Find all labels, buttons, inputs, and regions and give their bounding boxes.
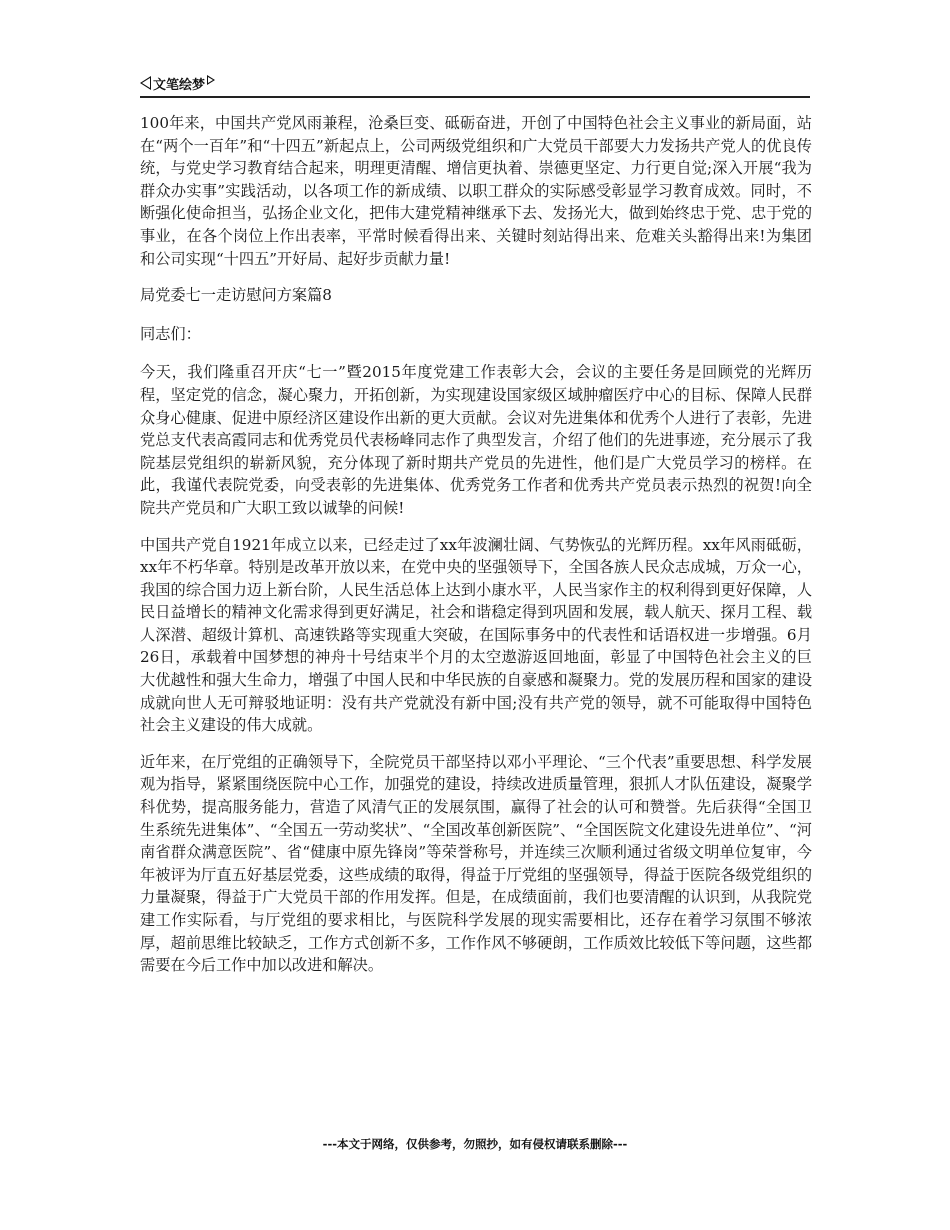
salutation: 同志们：	[140, 324, 201, 343]
paragraph-meeting: 今天，我们隆重召开庆“七一”暨2015年度党建工作表彰大会，会议的主要任务是回顾党的光辉历程，坚定党的信念，凝心聚力，开拓创新，为实现建设国家级区域肿瘤医疗中心的目标、保障人民群众身心健康、促进中原经济区建设作出新的更大贡献。会议对先进集体和优秀个人进行了表彰，先进党总支代表高霞同志和优秀党员代表杨峰同志作了典型发言，介绍了他们的先进事迹，充分展示了我院基层党组织的崭新风貌，充分体现了新时期共产党员的先进性，他们是广大党员学习的榜样。在此，我谨代表院党委，向受表彰的先进集体、优秀党务工作者和优秀共产党员表示热烈的祝贺!向全院共产党员和广大职工致以诚挚的问候!	[140, 363, 812, 517]
paragraph-history: 中国共产党自1921年成立以来，已经走过了xx年波澜壮阔、气势恢弘的光辉历程。xx年风雨砥砺，xx年不朽华章。特别是改革开放以来，在党中央的坚强领导下，全国各族人民众志成城，万众一心，我国的综合国力迈上新台阶，人民生活总体上达到小康水平，人民当家作主的权利得到更好保障，人民日益增长的精神文化需求得到更好满足，社会和谐稳定得到巩固和发展，载人航天、探月工程、载人深潜、超级计算机、高速铁路等实现重大突破，在国际事务中的代表性和话语权进一步增强。6月26日，承载着中国梦想的神舟十号结束半个月的太空遨游返回地面，彰显了中国特色社会主义的巨大优越性和强大生命力，增强了中国人民和中华民族的自豪感和凝聚力。党的发展历程和国家的建设成就向世人无可辩驳地证明：没有共产党就没有新中国;没有共产党的领导，就不可能取得中国特色社会主义建设的伟大成就。	[140, 535, 812, 735]
brand-name: 文笔绘梦	[153, 77, 206, 93]
section-title: 局党委七一走访慰问方案篇8	[140, 286, 332, 305]
document-body	[140, 112, 812, 991]
footer-disclaimer: ---本文于网络，仅供参考，勿照抄，如有侵权请联系删除---	[322, 1137, 628, 1151]
paragraph-intro: 100年来，中国共产党风雨兼程，沧桑巨变、砥砺奋进，开创了中国特色社会主义事业的新局面，站在“两个一百年”和“十四五”新起点上，公司两级党组织和广大党员干部要大力发扬共产党人的优良传统，与党史学习教育结合起来，明理更清醒、增信更执着、崇德更坚定、力行更自觉;深入开展“我为群众办实事”实践活动，以各项工作的新成绩、以职工群众的实际感受彰显学习教育成效。同时，不断强化使命担当，弘扬企业文化，把伟大建党精神继承下去、发扬光大，做到始终忠于党、忠于党的事业，在各个岗位上作出表率，平常时候看得出来、关键时刻站得出来、危难关头豁得出来!为集团和公司实现“十四五”开好局、起好步贡献力量!	[140, 114, 812, 268]
page-header	[140, 72, 810, 98]
paragraph-achievements: 近年来，在厅党组的正确领导下，全院党员干部坚持以邓小平理论、“三个代表”重要思想、科学发展观为指导，紧紧围绕医院中心工作，加强党的建设，持续改进质量管理，狠抓人才队伍建设，凝聚学科优势，提高服务能力，营造了风清气正的发展氛围，赢得了社会的认可和赞誉。先后获得“全国卫生系统先进集体”、“全国五一劳动奖状”、“全国改革创新医院”、“全国医院文化建设先进单位”、“河南省群众满意医院”、省“健康中原先锋岗”等荣誉称号，并连续三次顺利通过省级文明单位复审，今年被评为厅直五好基层党委，这些成绩的取得，得益于厅党组的坚强领导，得益于医院各级党组织的力量凝聚，得益于广大党员干部的作用发挥。但是，在成绩面前，我们也要清醒的认识到，从我院党建工作实际看，与厅党组的要求相比，与医院科学发展的现实需要相比，还存在着学习氛围不够浓厚，超前思维比较缺乏，工作方式创新不多，工作作风不够硬朗，工作质效比较低下等问题，这些都需要在今后工作中加以改进和解决。	[140, 752, 812, 975]
left-triangle-icon	[140, 76, 151, 90]
brand-logo	[140, 72, 215, 94]
right-triangle-icon	[207, 75, 215, 85]
